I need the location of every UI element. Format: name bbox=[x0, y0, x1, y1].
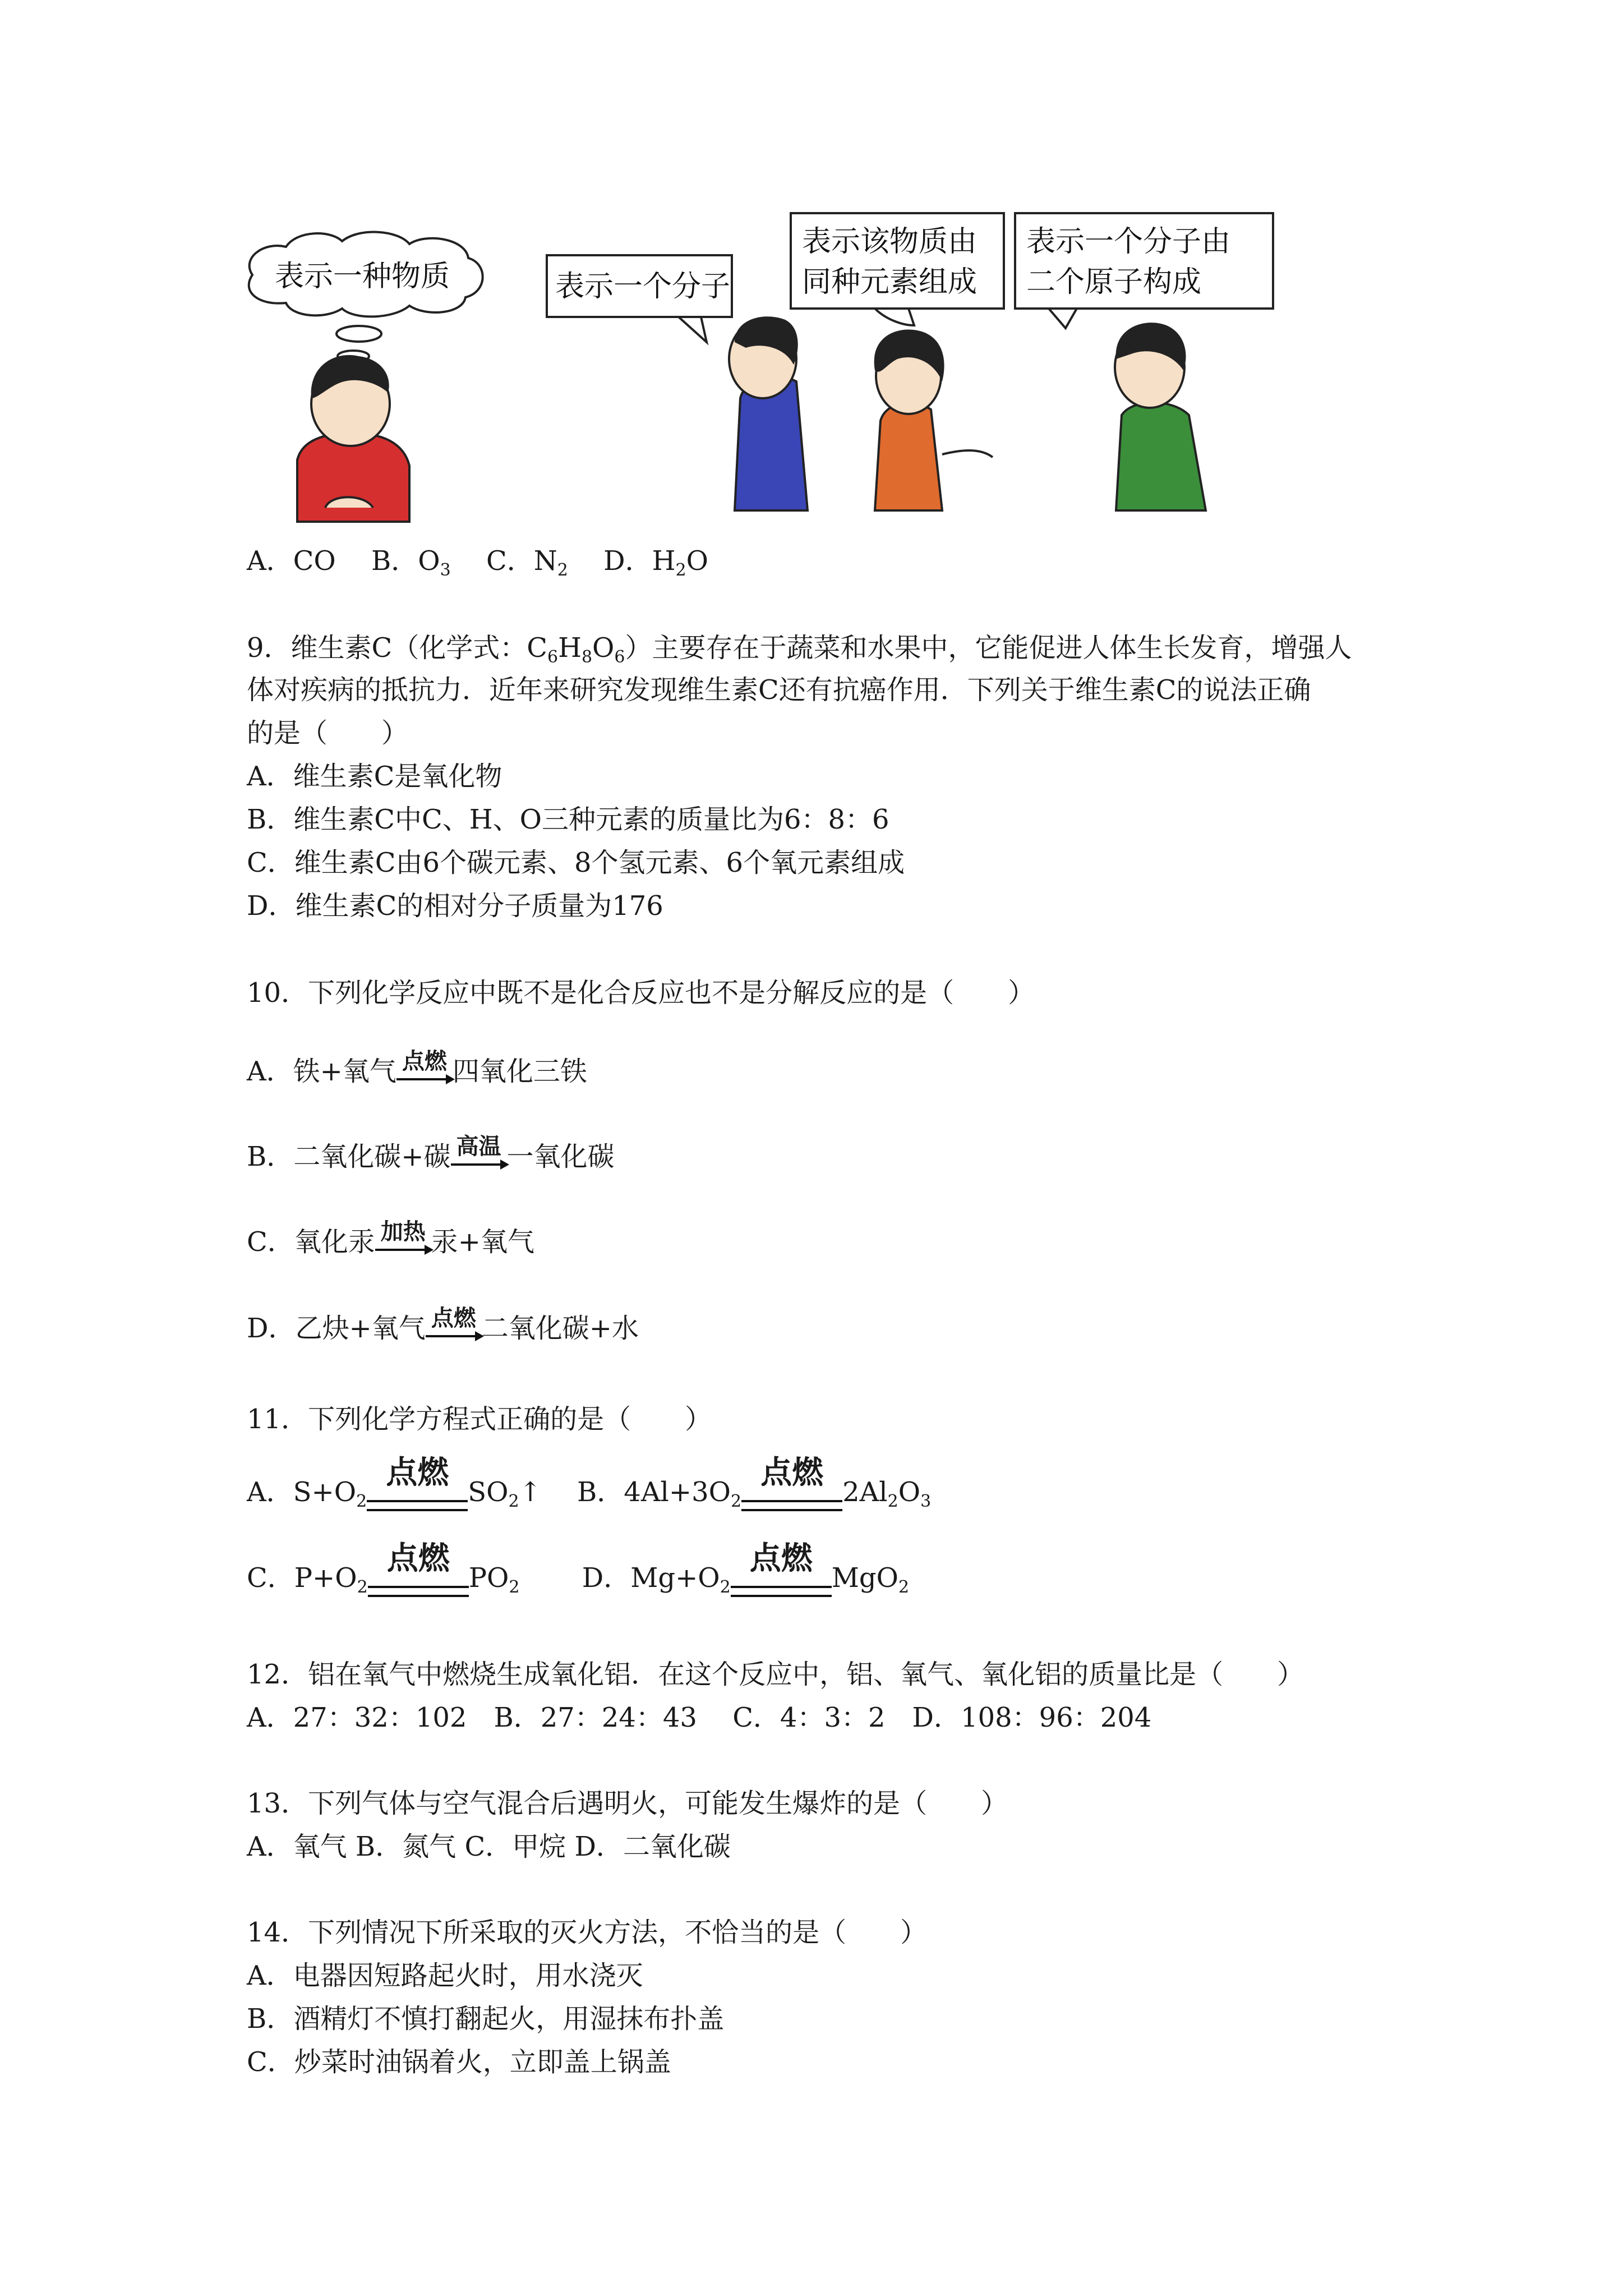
q8-option-b: B．$O_3$ bbox=[371, 545, 451, 580]
thought-bubble-1 bbox=[249, 232, 483, 362]
bubble-4-line1: 表示一个分子由 bbox=[1026, 225, 1231, 259]
q11-option-a: A．$S+O_2$ 点燃 $SO_2↑$ bbox=[247, 1455, 542, 1511]
reaction-condition: 点燃 bbox=[431, 1305, 476, 1331]
student-1-figure bbox=[297, 355, 409, 522]
q12-stem: 12．铝在氧气中燃烧生成氧化铝．在这个反应中，铝、氧气、氧化铝的质量比是（ ） bbox=[247, 1659, 1304, 1690]
reaction-condition: 加热 bbox=[380, 1219, 426, 1245]
q8-option-c: C．$N_2$ bbox=[486, 545, 568, 580]
bubble-1-text: 表示一种物质 bbox=[275, 260, 450, 293]
q11-option-b: B．$4Al+3O_2$ 点燃 $2Al_2O_3$ bbox=[577, 1455, 932, 1511]
q9-option-a: A．维生素C是氧化物 bbox=[247, 761, 502, 792]
illustration-molecule-meaning bbox=[241, 208, 1295, 533]
q13-stem: 13．下列气体与空气混合后遇明火，可能发生爆炸的是（ ） bbox=[247, 1788, 1008, 1819]
q11-stem: 11．下列化学方程式正确的是（ ） bbox=[247, 1404, 712, 1435]
student-3-figure bbox=[874, 330, 993, 510]
q9-stem-line-1: 9．维生素C（化学式：$C_6H_8O_6$）主要存在于蔬菜和水果中，它能促进人体生长发育，增强人 bbox=[247, 632, 1352, 667]
student-4-figure bbox=[1115, 323, 1206, 510]
bubble-3-line2: 同种元素组成 bbox=[802, 265, 978, 299]
q9-option-c: C．维生素C由6个碳元素、8个氢元素、6个氧元素组成 bbox=[247, 847, 905, 878]
q14-option-b: B．酒精灯不慎打翻起火，用湿抹布扑盖 bbox=[247, 2003, 725, 2035]
q13-options: A．氧气 B．氮气 C．甲烷 D．二氧化碳 bbox=[247, 1831, 731, 1862]
reaction-condition: 高温 bbox=[456, 1134, 501, 1159]
q11-option-d: D．$Mg+O_2$ 点燃 MgO$_2$ bbox=[582, 1540, 910, 1597]
speech-bubble-4 bbox=[1015, 213, 1273, 328]
q9-stem-line-2: 体对疾病的抵抗力．近年来研究发现维生素C还有抗癌作用．下列关于维生素C的说法正确 bbox=[247, 674, 1311, 706]
q9-option-d: D．维生素C的相对分子质量为176 bbox=[247, 890, 663, 922]
q14-option-a: A．电器因短路起火时，用水浇灭 bbox=[247, 1960, 643, 1991]
bubble-3-line1: 表示该物质由 bbox=[802, 225, 978, 259]
q14-option-c: C．炒菜时油锅着火，立即盖上锅盖 bbox=[247, 2046, 671, 2078]
q10-option-c: C．氧化汞 加热 汞+氧气 bbox=[247, 1225, 534, 1259]
student-2-figure bbox=[729, 316, 808, 510]
q12-options: A．27：32：102 B．27：24：43 C．4：3：2 D．108：96：204 bbox=[247, 1702, 1152, 1733]
bubble-2-text: 表示一个分子 bbox=[555, 270, 731, 303]
q11-option-c: C．$P+O_2$ 点燃 $PO_2$ bbox=[247, 1540, 520, 1597]
q10-stem: 10．下列化学反应中既不是化合反应也不是分解反应的是（ ） bbox=[247, 977, 1035, 1009]
q11-options-row-2 bbox=[247, 1540, 910, 1597]
q10-option-d: D．乙炔+氧气 点燃 二氧化碳+水 bbox=[247, 1312, 639, 1345]
speech-bubble-3 bbox=[791, 213, 1004, 325]
reaction-condition: 点燃 bbox=[402, 1048, 447, 1074]
q10-option-a: A．铁+氧气 点燃 四氧化三铁 bbox=[247, 1055, 587, 1088]
q14-stem: 14．下列情况下所采取的灭火方法，不恰当的是（ ） bbox=[247, 1917, 928, 1948]
q8-option-a: A．CO bbox=[247, 545, 336, 577]
speech-bubble-2 bbox=[547, 255, 732, 342]
q8-options bbox=[247, 544, 708, 578]
bubble-4-line2: 二个原子构成 bbox=[1026, 265, 1202, 299]
q9-option-b: B．维生素C中C、H、O三种元素的质量比为6：8：6 bbox=[247, 804, 889, 835]
q10-option-b: B．二氧化碳+碳 高温 一氧化碳 bbox=[247, 1140, 615, 1174]
q9-stem-line-3: 的是（ ） bbox=[247, 717, 409, 749]
q8-option-d: D．$H_2O$ bbox=[603, 545, 708, 580]
q11-options-row-1 bbox=[247, 1455, 932, 1511]
